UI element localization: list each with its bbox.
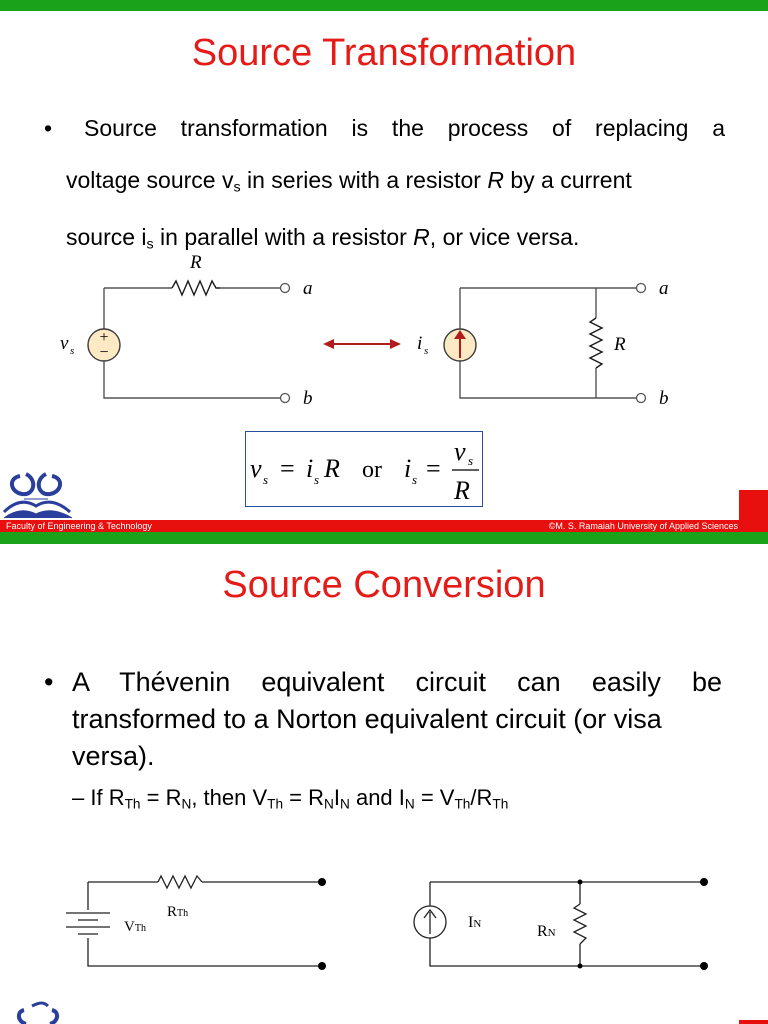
norton-terminal-top	[700, 878, 708, 886]
vs-minus: −	[99, 344, 109, 361]
left-b-label: b	[303, 388, 313, 409]
corner-red-block	[739, 490, 768, 520]
slide2-top-green-bar	[0, 532, 768, 544]
footer-bar	[0, 520, 768, 532]
slide2-line3: versa).	[72, 741, 155, 771]
left-resistor	[172, 281, 220, 295]
right-a-label: a	[659, 278, 669, 299]
slide1-line2: voltage source $v_s$ in series with a resistor R by a current	[66, 167, 632, 196]
slide2-line2: transformed to a Norton equivalent circuit (or visa	[72, 704, 662, 734]
eq-or: or	[362, 457, 382, 483]
rn-label: RN	[537, 923, 556, 940]
university-logo-partial-icon	[12, 1000, 72, 1024]
eq-den-r: R	[454, 476, 470, 505]
eq-v: v	[250, 454, 262, 483]
footer-left-text: Faculty of Engineering & Technology	[6, 521, 152, 531]
eq-equals-1: =	[280, 454, 295, 483]
left-a-label: a	[303, 278, 313, 299]
thevenin-resistor	[158, 876, 202, 888]
eq-i2: i	[404, 454, 412, 483]
eq-r: R	[324, 454, 340, 483]
slide1-line3: source $i_s$ in parallel with a resistor R, or vice versa.	[66, 224, 580, 253]
slide1-line1: Source transformation is the process of replacing a	[84, 115, 725, 141]
slide1-bullet: •	[44, 115, 53, 141]
eq-equals-2: =	[426, 454, 441, 483]
slide1-title: Source Transformation	[191, 32, 577, 74]
right-terminal-a	[637, 284, 646, 293]
left-circuit-wires	[104, 288, 280, 398]
top-green-bar	[0, 0, 768, 11]
thevenin-terminal-bottom	[318, 962, 326, 970]
eq-i: i	[306, 454, 314, 483]
in-label: IN	[468, 914, 482, 931]
norton-terminal-bottom	[700, 962, 708, 970]
thevenin-terminal-top	[318, 878, 326, 886]
vs-plus: +	[99, 329, 109, 346]
right-terminal-b	[637, 394, 646, 403]
vth-label: VTh	[124, 919, 146, 935]
is-sub: s	[424, 345, 429, 357]
university-logo-icon	[0, 466, 78, 520]
corner-red-block-bottom	[739, 1020, 768, 1024]
right-r-label: R	[614, 334, 626, 355]
eq-v-sub: s	[263, 472, 269, 487]
eq-i-sub: s	[314, 472, 320, 487]
slide2-bullet: •	[44, 667, 54, 697]
eq-num-v: v	[454, 437, 466, 466]
slide2-circuit-diagram	[0, 860, 768, 980]
double-arrow-left-icon	[323, 339, 334, 349]
double-arrow-right-icon	[390, 339, 401, 349]
right-resistor	[590, 318, 602, 368]
left-r-label: R	[190, 252, 202, 273]
equation	[246, 432, 482, 506]
footer-right-text: ©M. S. Ramaiah University of Applied Sciences	[548, 521, 738, 531]
slide1-circuit-diagram	[0, 248, 768, 418]
eq-num-sub: s	[468, 453, 474, 468]
slide2-subbullet: – If $R_{Th} = R_N$, then $V_{Th} = R_NI_N$ and $I_N = V_{Th}/R_{Th}$	[72, 785, 509, 812]
is-label: i	[417, 333, 423, 354]
slide2-line1: A Thévenin equivalent circuit can easily be	[72, 667, 722, 697]
vs-sub: s	[70, 345, 75, 357]
equation-box	[245, 431, 483, 507]
eq-i2-sub: s	[412, 472, 418, 487]
right-b-label: b	[659, 388, 669, 409]
right-circuit-wires	[460, 288, 636, 398]
rth-label: RTh	[167, 904, 189, 920]
left-terminal-b	[281, 394, 290, 403]
vs-label: v	[60, 333, 69, 354]
norton-resistor	[574, 904, 586, 944]
slide2-title: Source Conversion	[222, 564, 546, 606]
left-terminal-a	[281, 284, 290, 293]
